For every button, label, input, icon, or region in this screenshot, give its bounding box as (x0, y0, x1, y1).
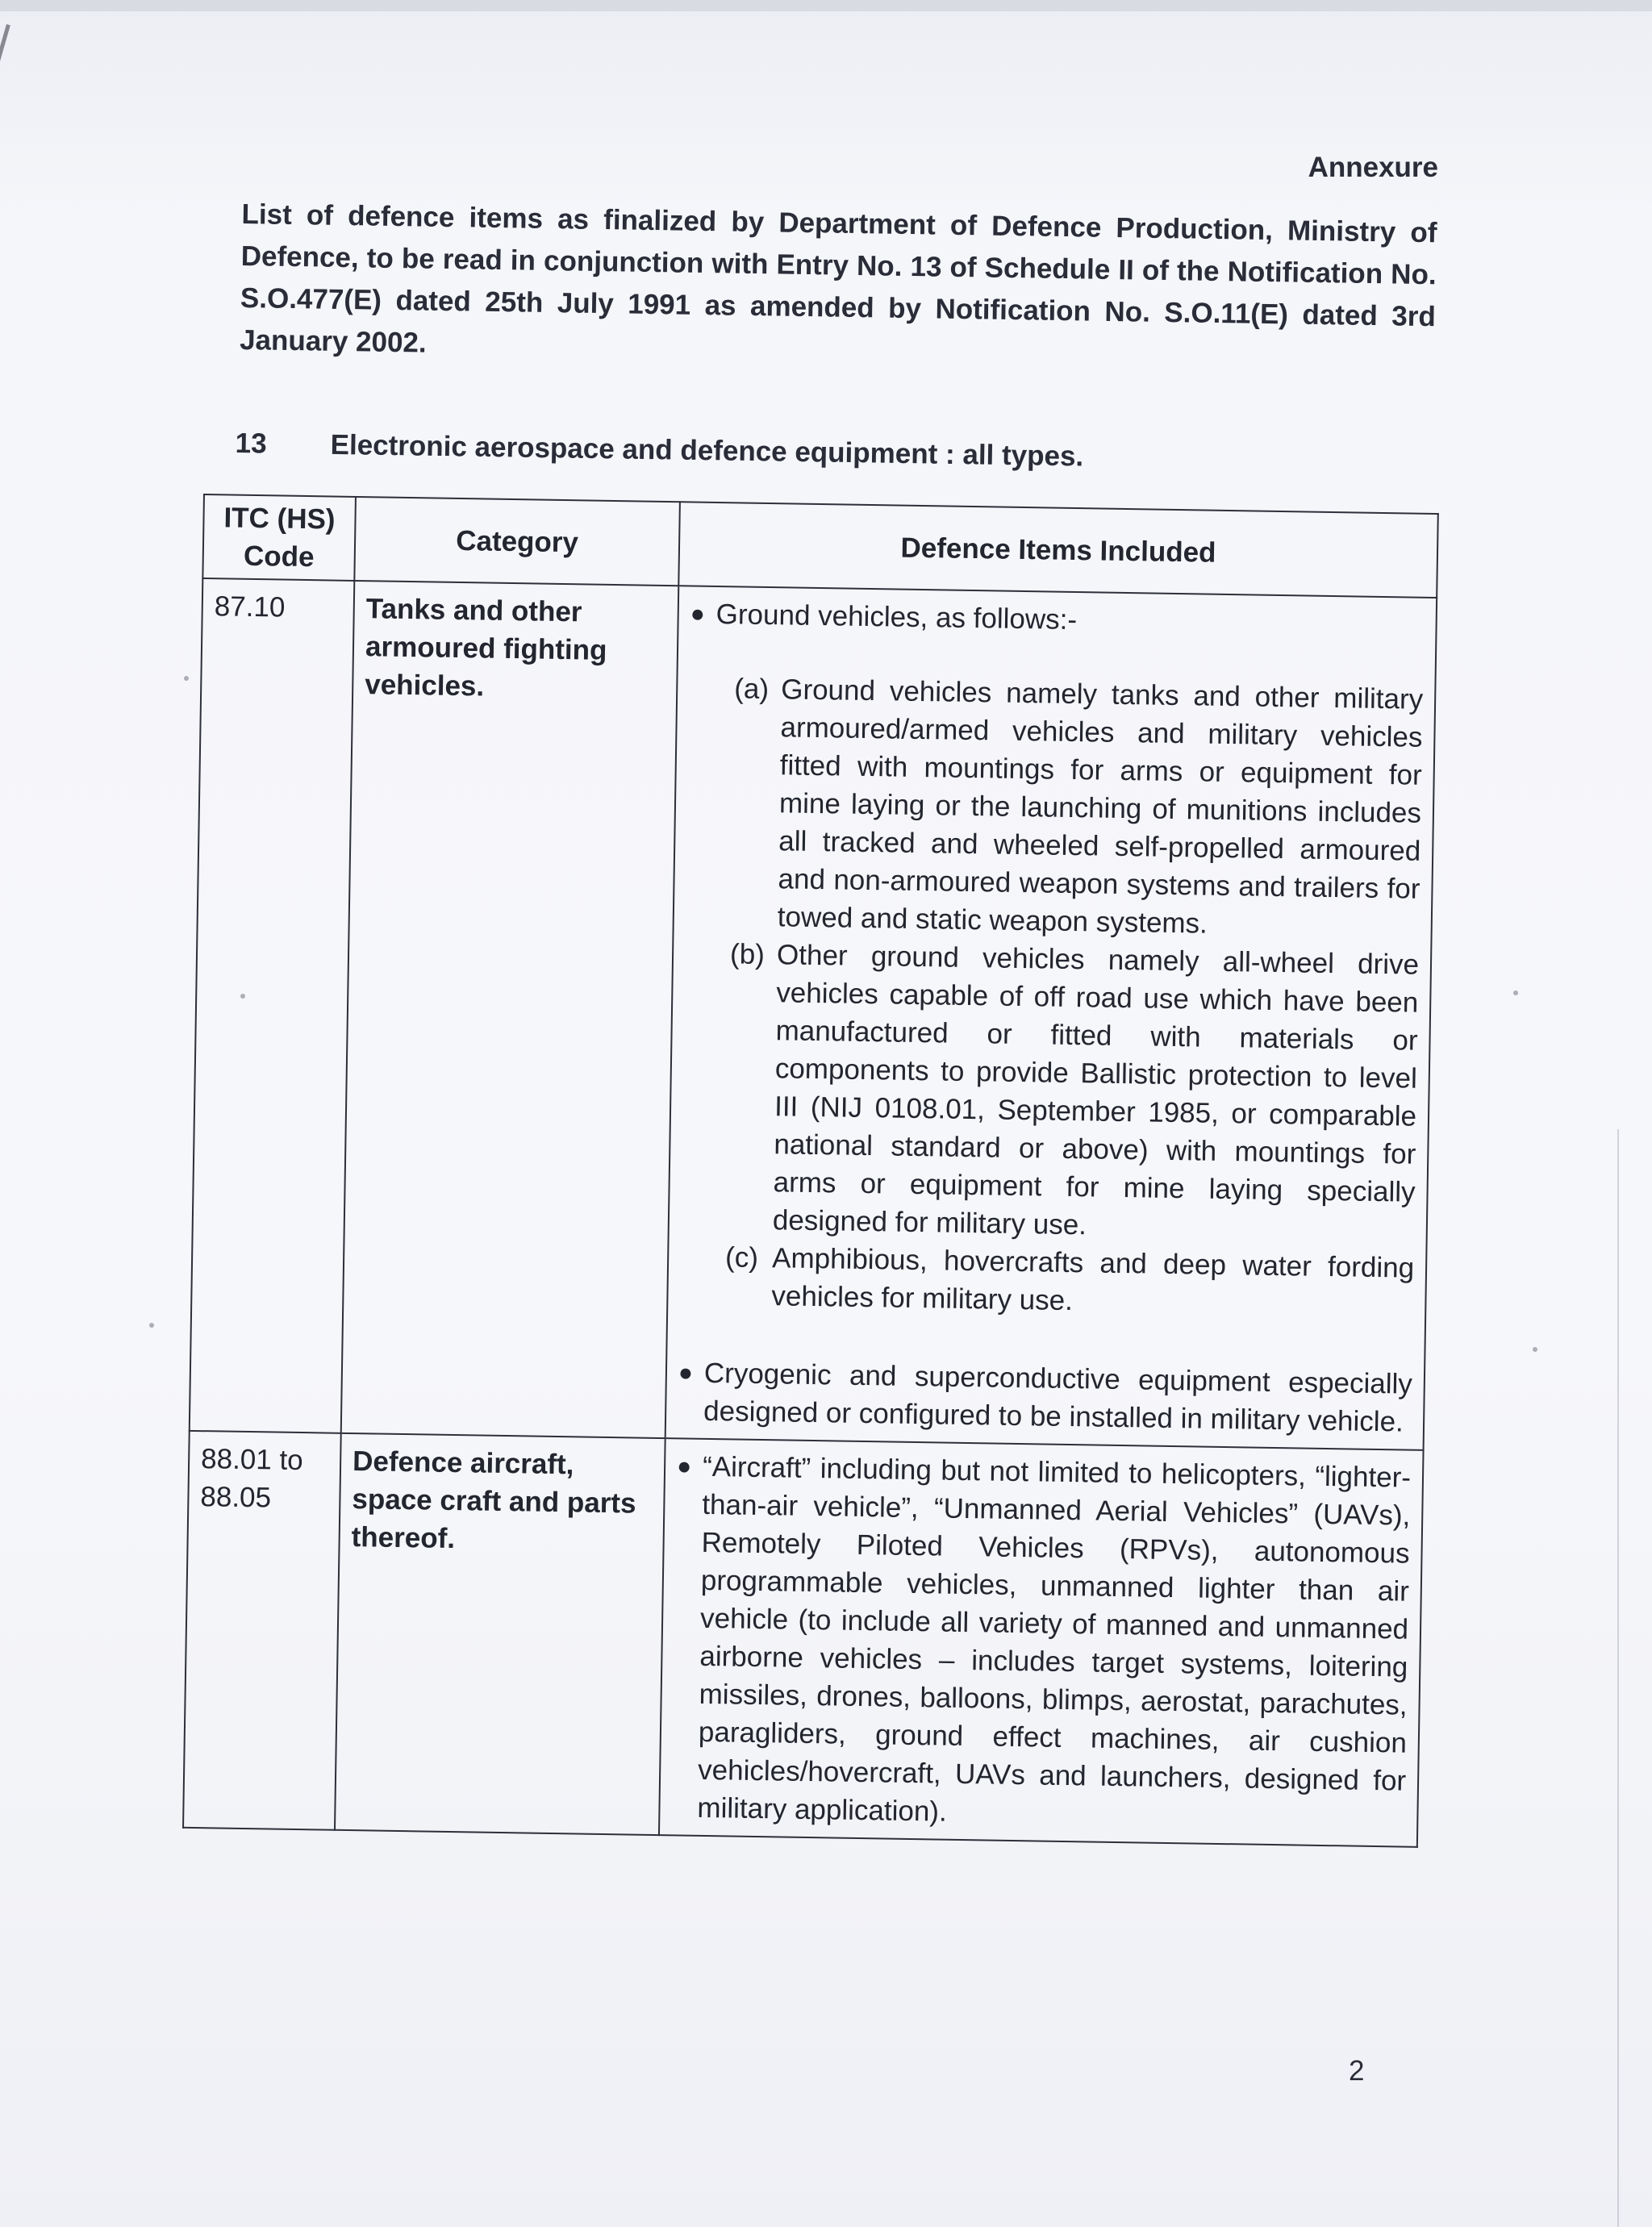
table-row (190, 578, 1437, 1450)
header-defence-items: Defence Items Included (678, 502, 1438, 598)
row-items (665, 586, 1437, 1450)
intro-paragraph: List of defence items as finalized by Department of Defence Production, Ministry of Defence, to be read in conjunction with Entry No. 13 of Schedule II of the Notification No. S.O.477(E) dated 25th July 1991 as amended by Notification No. S.O.11(E) dated 3rd January 2002. (239, 198, 1437, 359)
row-category: Tanks and other armoured fighting vehicles. (341, 581, 679, 1438)
section-number: 13 (235, 427, 267, 460)
row-code: 88.01 to 88.05 (183, 1431, 341, 1830)
list-item: ● “Aircraft” including but not limited to helicopters, “lighter-than-air vehicle”, “Unmanned Aerial Vehicles” (UAVs), Remotely Piloted Vehicles (RPVs), autonomous programmable vehicles, unmanned lighter than air vehicle (to include all variety of manned and unmanned airborne vehicles – includes target systems, loitering missiles, drones, balloons, blimps, aerostat, parachutes, paragliders, ground effect machines, air cushion vehicles/hovercraft, UAVs and launchers, designed for military application). (671, 1447, 1411, 1837)
bullet-icon: ● (676, 1453, 692, 1480)
annexure-heading: Annexure (1308, 152, 1438, 183)
row-code: 87.10 (190, 578, 355, 1433)
header-itc-code: ITC (HS) Code (202, 494, 356, 581)
scan-top-edge (0, 0, 1652, 11)
table-row (183, 1431, 1424, 1847)
defence-items-table (182, 494, 1437, 1848)
page-number: 2 (1349, 2055, 1365, 2087)
bullet-icon: ● (690, 600, 706, 628)
scan-edge-mark (0, 24, 18, 214)
section-heading (235, 427, 1364, 478)
list-item: ● Ground vehicles, as follows:- (690, 595, 1425, 644)
sub-item-c: (c) Amphibious, hovercrafts and deep water fording vehicles for military use. (724, 1241, 1415, 1317)
header-category: Category (354, 497, 680, 586)
sub-item-a: (a) Ground vehicles namely tanks and other military armoured/armed vehicles and military vehicles fitted with mountings for arms or equipment for mine laying or the launching of munitions includes all tracked and wheeled self-propelled armoured and non-armoured weapon systems and trailers for towed and static weapon systems. (733, 673, 1424, 940)
scan-speck (1513, 990, 1518, 995)
scan-speck (184, 676, 189, 681)
scan-fold-line (1617, 1129, 1619, 2227)
scan-speck (240, 994, 245, 999)
section-title: Electronic aerospace and defence equipment : all types. (330, 428, 1084, 473)
scan-speck (1533, 1347, 1537, 1352)
sub-item-b: (b) Other ground vehicles namely all-wheel drive vehicles capable of off road use which have been manufactured or fitted with materials or components to provide Ballistic protection to level III (NIJ 0108.01, September 1985, or comparable national standard or above) with mountings for arms or equipment for mine laying specially designed for military use. (729, 938, 1420, 1241)
list-item: ● Cryogenic and superconductive equipment especially designed or configured to be installed in military vehicle. (678, 1353, 1412, 1441)
row-items (659, 1438, 1424, 1847)
bullet-icon: ● (678, 1359, 694, 1387)
row-category: Defence aircraft, space craft and parts thereof. (335, 1433, 665, 1835)
scan-speck (149, 1323, 154, 1328)
